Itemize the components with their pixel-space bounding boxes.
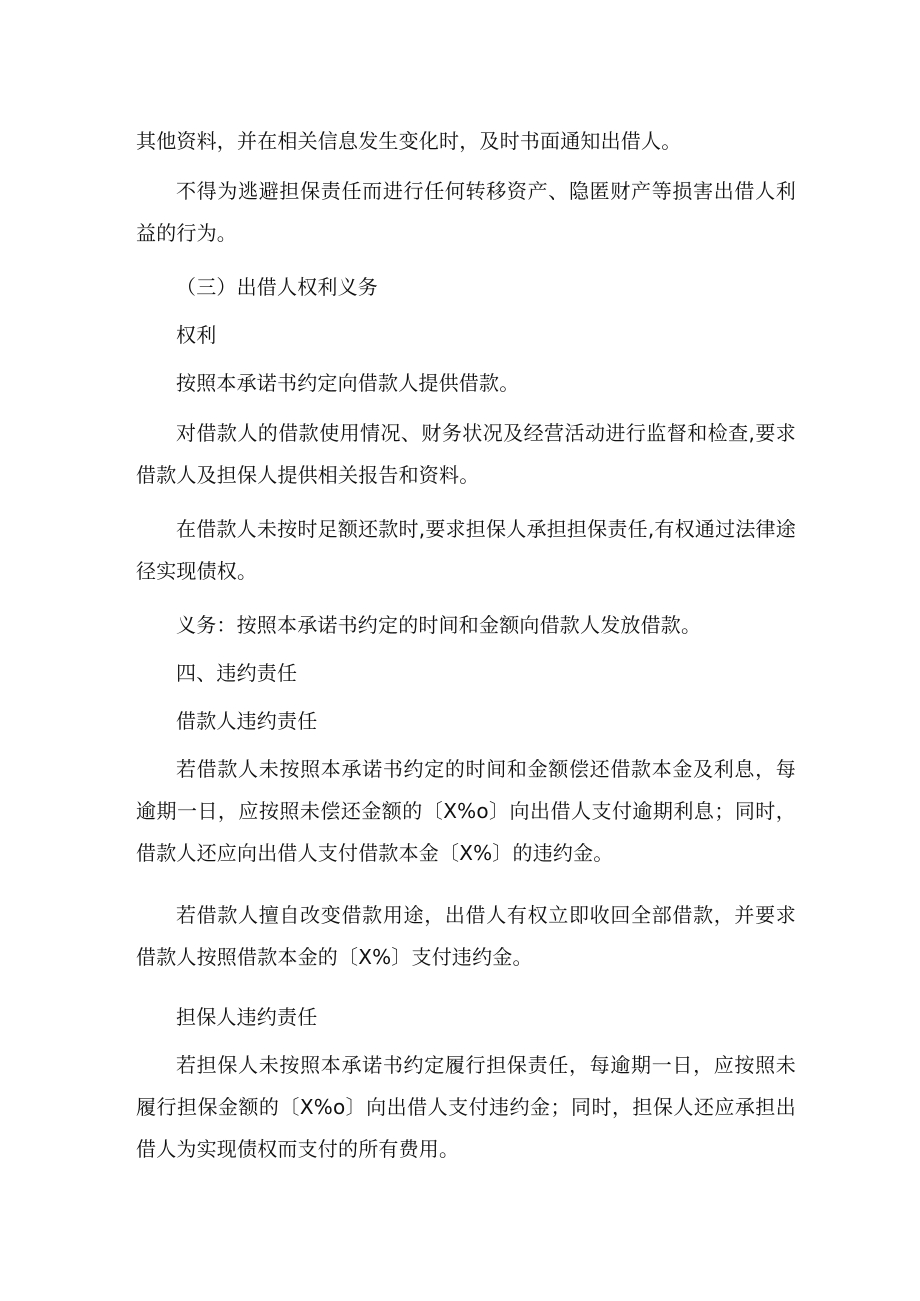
paragraph-claim-rights: 在借款人未按时足额还款时,要求担保人承担担保责任,有权通过法律途径实现债权。: [136, 517, 796, 583]
paragraph-continuation: 其他资料，并在相关信息发生变化时，及时书面通知出借人。: [136, 129, 682, 153]
section-heading-lender-rights: （三）出借人权利义务: [176, 275, 378, 299]
subheading-guarantor-liability: 担保人违约责任: [176, 1005, 318, 1029]
paragraph-misuse-of-funds: 若借款人擅自改变借款用途，出借人有权立即收回全部借款，并要求借款人按照借款本金的〔X%〕支付违约金。: [136, 903, 796, 969]
paragraph-obligations: 义务：按照本承诺书约定的时间和金额向借款人发放借款。: [176, 613, 702, 637]
subheading-borrower-liability: 借款人违约责任: [176, 709, 318, 733]
section-heading-liability: 四、违约责任: [176, 661, 298, 685]
paragraph-provide-loan: 按照本承诺书约定向借款人提供借款。: [176, 371, 520, 395]
paragraph-late-repayment: 若借款人未按照本承诺书约定的时间和金额偿还借款本金及利息，每逾期一日，应按照未偿还金额的〔X%o〕向出借人支付逾期利息；同时，借款人还应向出借人支付借款本金〔X%〕的违约金。: [136, 757, 796, 865]
paragraph-supervision: 对借款人的借款使用情况、财务状况及经营活动进行监督和检查,要求借款人及担保人提供相关报告和资料。: [136, 421, 796, 487]
paragraph-guarantor-default: 若担保人未按照本承诺书约定履行担保责任，每逾期一日，应按照未履行担保金额的〔X%o〕向出借人支付违约金；同时，担保人还应承担出借人为实现债权而支付的所有费用。: [136, 1053, 796, 1161]
subheading-rights: 权利: [176, 323, 217, 347]
paragraph-guarantor-obligation: 不得为逃避担保责任而进行任何转移资产、隐匿财产等损害出借人利益的行为。: [136, 179, 796, 245]
